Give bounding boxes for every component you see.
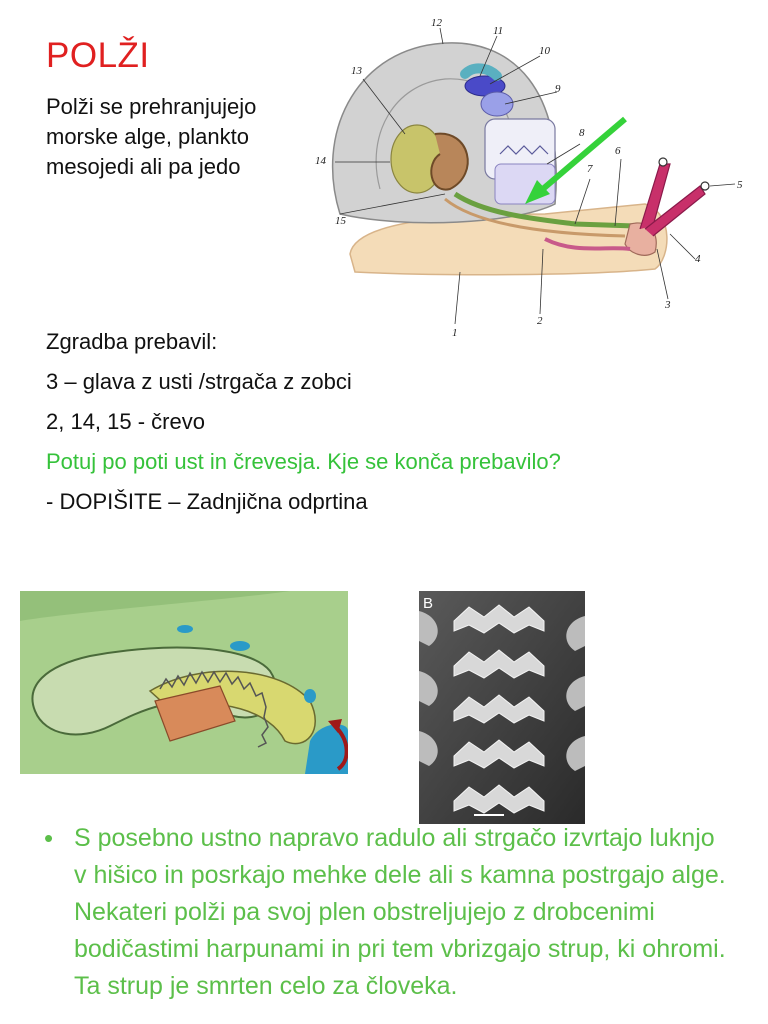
- intro-line: mesojedi ali pa jedo: [46, 154, 241, 179]
- diagram-label: 9: [555, 83, 561, 95]
- eye-lower: [701, 182, 709, 190]
- tissue-spot: [304, 689, 316, 703]
- diagram-label: 4: [695, 253, 701, 265]
- diagram-label: 13: [351, 65, 362, 77]
- snail-anatomy-diagram: [285, 14, 755, 339]
- diagram-label: 12: [431, 17, 442, 29]
- tissue-spot: [230, 641, 250, 651]
- diagram-label: 6: [615, 145, 621, 157]
- micrograph-label: B: [423, 595, 434, 612]
- intro-text: [46, 92, 256, 182]
- section-line: 2, 14, 15 - črevo: [46, 409, 205, 434]
- diagram-label: 15: [335, 215, 346, 227]
- digestive-section: [46, 322, 561, 522]
- diagram-label: 2: [537, 315, 543, 327]
- radula-illustration: [20, 591, 348, 774]
- intro-line: morske alge, plankto: [46, 124, 249, 149]
- diagram-label: 10: [539, 45, 550, 57]
- page-title: POLŽI: [46, 36, 150, 75]
- section-heading: Zgradba prebavil:: [46, 329, 218, 354]
- diagram-label: 7: [587, 163, 593, 175]
- bullet-list: [44, 820, 734, 1005]
- tissue-spot: [177, 625, 193, 633]
- eye-upper: [659, 158, 667, 166]
- section-line: 3 – glava z usti /strgača z zobci: [46, 369, 352, 394]
- diagram-label: 14: [315, 155, 326, 167]
- intro-line: Polži se prehranjujejo: [46, 94, 257, 119]
- diagram-label: 5: [737, 179, 743, 191]
- bullet-dot: •: [44, 823, 54, 853]
- diagram-label: 1: [452, 327, 458, 339]
- diagram-label: 11: [493, 25, 504, 37]
- diagram-label: 3: [665, 299, 671, 311]
- kidney: [481, 92, 513, 116]
- radula-micrograph: [419, 591, 585, 824]
- section-question: Potuj po poti ust in črevesja. Kje se konča prebavilo?: [46, 449, 561, 474]
- diagram-label: 8: [579, 127, 585, 139]
- section-answer: - DOPIŠITE – Zadnjična odprtina: [46, 489, 368, 514]
- bullet-text: S posebno ustno napravo radulo ali strgačo izvrtajo luknjo v hišico in posrkajo mehke dele ali s kamna postrgajo alge. Nekateri polži pa svoj plen obstreljujejo z drobcenimi bodičastimi harpunami in pri tem vbrizgajo strup, ki ohromi. Ta strup je smrten celo za človeka.: [74, 824, 726, 1000]
